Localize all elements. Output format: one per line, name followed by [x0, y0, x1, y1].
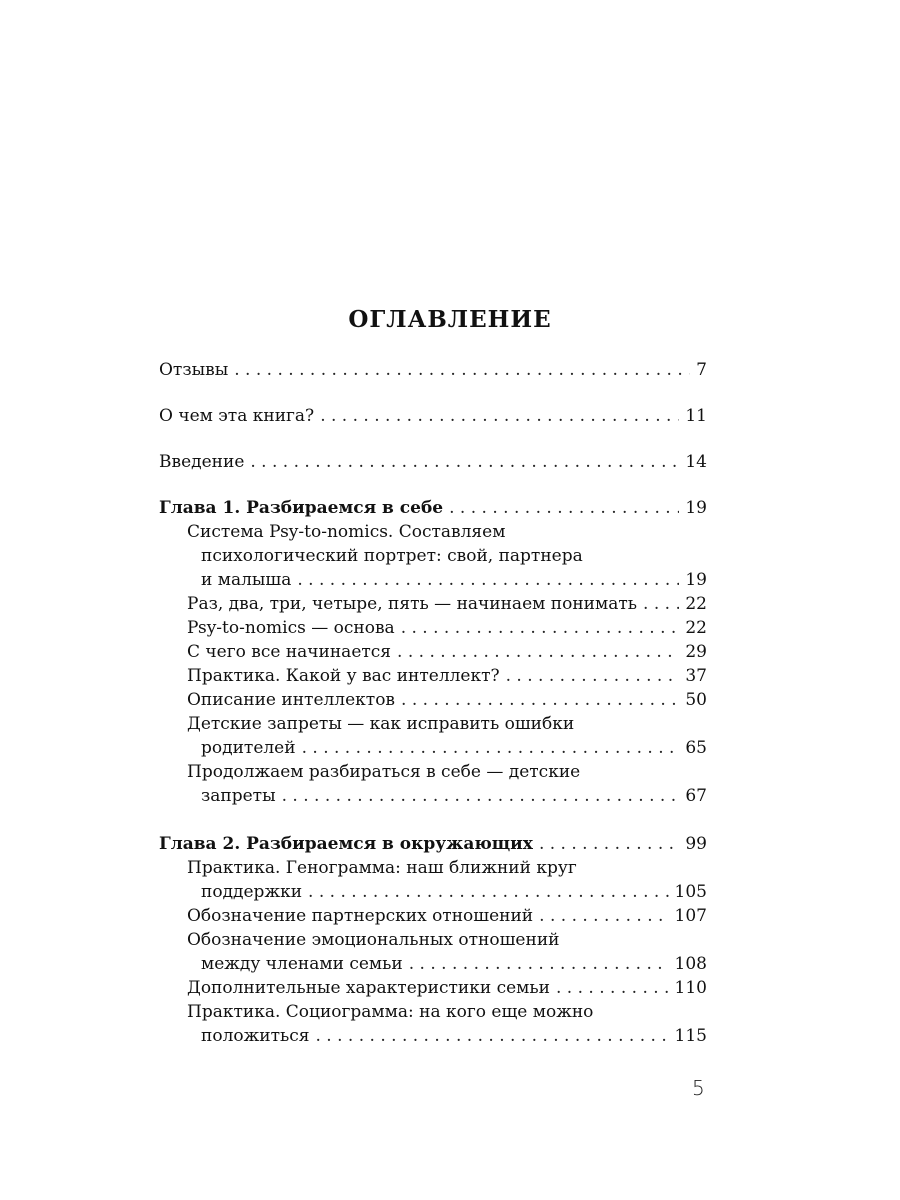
toc-entry-page: 19 — [685, 570, 707, 590]
toc-entry — [159, 976, 707, 1000]
dot-leader — [409, 952, 669, 976]
toc-entry-title-line: Практика. Социограмма: на кого еще можно — [187, 1002, 594, 1022]
toc-entry-title: С чего все начинается — [187, 642, 392, 662]
toc-entry-page: 99 — [685, 834, 707, 854]
toc-entry-page: 19 — [685, 498, 707, 518]
toc-entry-title: и малыша — [201, 570, 292, 590]
toc-entry — [159, 904, 707, 928]
toc-entry-title-line: Практика. Генограмма: наш ближний круг — [187, 858, 577, 878]
dot-leader — [506, 664, 680, 688]
toc-entry-title-line: Система Psy-to-nomics. Составляем — [187, 522, 506, 542]
page-number: 5 — [692, 1076, 705, 1100]
toc-entry-title: Описание интеллектов — [187, 690, 396, 710]
dot-leader — [539, 832, 679, 856]
toc-entry-title: Дополнительные характеристики семьи — [187, 978, 550, 998]
toc-entry — [159, 496, 707, 520]
toc-entry-title: между членами семьи — [201, 954, 403, 974]
dot-leader — [315, 1024, 668, 1048]
toc-entry-title: О чем эта книга? — [159, 406, 315, 426]
toc-entry-page: 110 — [674, 978, 707, 998]
dot-leader — [234, 358, 690, 382]
dot-leader — [308, 880, 669, 904]
toc-entry-title-line: Обозначение эмоциональных отношений — [187, 930, 560, 950]
toc-entry — [159, 592, 707, 616]
toc-entry-page: 67 — [685, 786, 707, 806]
toc-entry — [159, 856, 707, 904]
toc-entry-page: 105 — [674, 882, 707, 902]
dot-leader — [282, 784, 680, 808]
toc-entry-title: Глава 1. Разбираемся в себе — [159, 498, 444, 518]
toc-entry — [159, 712, 707, 760]
toc-entry-title: Раз, два, три, четыре, пять — начинаем понимать — [187, 594, 638, 614]
toc-entry-title: Psy-to-nomics — основа — [187, 618, 395, 638]
dot-leader — [302, 736, 680, 760]
toc-entry — [159, 1000, 707, 1048]
table-of-contents — [159, 358, 707, 1048]
toc-entry-title: поддержки — [201, 882, 303, 902]
dot-leader — [401, 616, 680, 640]
toc-entry — [159, 664, 707, 688]
dot-leader — [401, 688, 679, 712]
toc-entry-page: 11 — [685, 406, 707, 426]
toc-entry-title: запреты — [201, 786, 276, 806]
toc-entry — [159, 404, 707, 428]
toc-entry-page: 7 — [696, 360, 707, 380]
dot-leader — [250, 450, 679, 474]
dot-leader — [320, 404, 679, 428]
toc-entry-title: Введение — [159, 452, 245, 472]
toc-entry-page: 22 — [685, 594, 707, 614]
page-title: ОГЛАВЛЕНИЕ — [348, 306, 552, 333]
toc-entry — [159, 928, 707, 976]
toc-entry-page: 29 — [685, 642, 707, 662]
toc-entry-title-line: психологический портрет: свой, партнера — [201, 546, 583, 566]
toc-entry-page: 14 — [685, 452, 707, 472]
toc-entry — [159, 450, 707, 474]
toc-entry-page: 108 — [674, 954, 707, 974]
toc-entry — [159, 832, 707, 856]
toc-entry-page: 37 — [685, 666, 707, 686]
toc-entry-title: родителей — [201, 738, 296, 758]
toc-entry — [159, 358, 707, 382]
toc-entry-page: 115 — [674, 1026, 707, 1046]
toc-entry-title: положиться — [201, 1026, 310, 1046]
toc-entry-title: Глава 2. Разбираемся в окружающих — [159, 834, 533, 854]
dot-leader — [397, 640, 679, 664]
toc-entry-title-line: Продолжаем разбираться в себе — детские — [187, 762, 581, 782]
toc-entry — [159, 616, 707, 640]
toc-entry — [159, 520, 707, 592]
dot-leader — [556, 976, 669, 1000]
dot-leader — [449, 496, 679, 520]
dot-leader — [297, 568, 679, 592]
toc-entry-title: Практика. Какой у вас интеллект? — [187, 666, 500, 686]
dot-leader — [643, 592, 679, 616]
toc-entry-page: 107 — [674, 906, 707, 926]
toc-entry — [159, 760, 707, 808]
toc-entry-title-line: Детские запреты — как исправить ошибки — [187, 714, 575, 734]
toc-entry — [159, 640, 707, 664]
toc-entry-page: 50 — [685, 690, 707, 710]
toc-entry-title: Отзывы — [159, 360, 229, 380]
dot-leader — [539, 904, 668, 928]
toc-entry-page: 65 — [685, 738, 707, 758]
toc-entry — [159, 688, 707, 712]
toc-entry-page: 22 — [685, 618, 707, 638]
toc-entry-title: Обозначение партнерских отношений — [187, 906, 534, 926]
